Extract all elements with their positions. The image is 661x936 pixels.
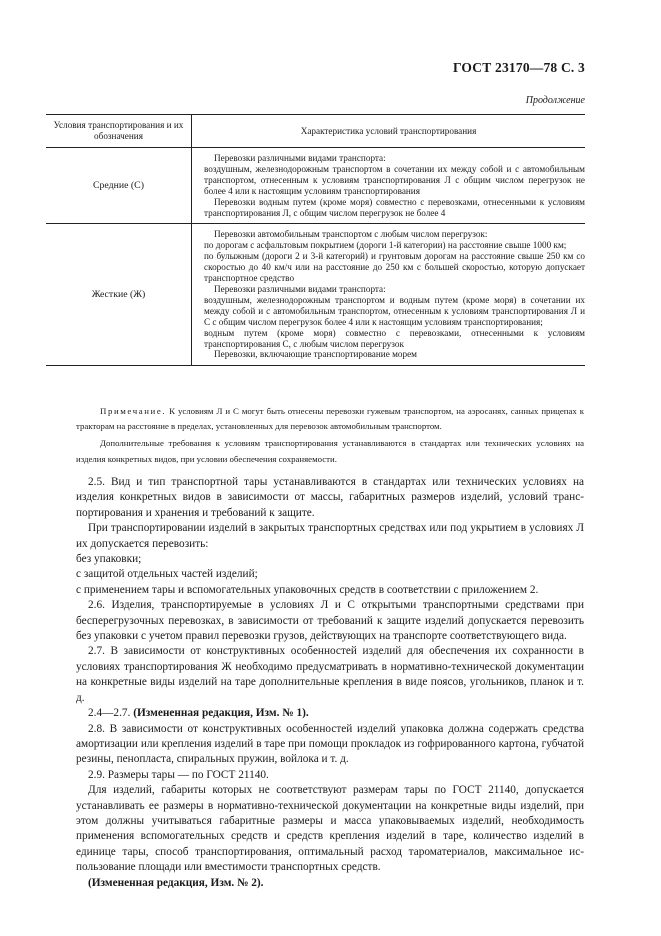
paragraph-2-8: 2.8. В зависимости от конструктивных особенностей изделий упаковка должна содержать средства амортизации или крепления изделий в таре при помощи прокладок из гофрированного картона, губчатой резины, пенопласта, спиральных пружин, войлока и т. д. — [76, 722, 584, 766]
paragraph-2-9: 2.9. Размеры тары — по ГОСТ 21140. — [88, 768, 269, 781]
note-2: Дополнительные требования к условиям транспортирования устанавливаются в стандартах или технических условиях на изделия конкретных видов, при условии обеспечения сохраняемости. — [76, 438, 584, 464]
table-line: Перевозки водным путем (кроме моря) совместно с перевозками, отнесенными к условиям транспортирования Л, с общим числом перегрузок не более 4 — [204, 196, 585, 218]
list-item: с защитой отдельных частей изделий; — [76, 568, 258, 581]
table-row — [46, 148, 585, 224]
paragraph-2-5: 2.5. Вид и тип транспортной тары устанавливаются в стандартах или технических условиях на изделия конкретных видов в зависимости от массы, габаритных размеров изделий, условий транспортирования и хранения и требований к защите. — [76, 476, 584, 519]
table-header-row — [46, 115, 585, 148]
standard-code-header: ГОСТ 23170—78 С. 3 — [452, 60, 585, 75]
table-line: по булыжным (дороги 2 и 3-й категорий) и грунтовым дорогам на расстояние свыше 250 км со скоростью до 40 км/ч или на расстояние до 250 км с большей скоростью, которую допускает транспортное средство — [204, 251, 585, 284]
table-row — [46, 224, 585, 366]
amendment-note-1: 2.4—2.7. (Измененная редакция, Изм. № 1). — [88, 707, 309, 720]
condition-description-severe — [192, 224, 586, 366]
list-item: с применением тары и вспомогательных упаковочных средств в соответствии с приложением 2. — [76, 583, 539, 596]
table-line: воздушным, железнодорожным транспортом в сочетании их между собой и с автомобильным транспортом, отнесенным к условиям транспортирования Л с общим числом перегрузок не более 4 или к настоящим условиям транспортирования — [204, 163, 585, 196]
list-item: без упаковки; — [76, 553, 142, 566]
condition-label-medium: Средние (С) — [93, 179, 144, 191]
table-notes — [76, 404, 584, 467]
header-characteristics: Характеристика условий транспортирования — [192, 115, 586, 148]
table-line: воздушным, железнодорожным транспортом и водным путем (кроме моря) в сочетании их между собой и с автомобильным транспортом, отнесенным к условиям транспортирования Л и С с общим числом перегрузок более 4 или к настоящим условиям транспортирования; — [204, 294, 585, 327]
paragraph-dimensions: Для изделий, габариты которых не соответствуют размерам тары по ГОСТ 21140, допускается устанавливать ее размеры в нормативно-технической документации на конкретные виды изделий, при этом должны учитываться габаритные размеры и масса упаковываемых изделий, необходимость применения вспомогательных средств и средств крепления изделий в таре, количество изделий в единице тары, способ транспортирования, оптимальный расход тароматериалов, максимальное использование площади или вместимости транспортных средств. — [76, 784, 584, 874]
table-line: Перевозки, включающие транспортирование морем — [214, 349, 417, 360]
paragraph-closed-transport: При транспортировании изделий в закрытых транспортных средствах или под укрытием в условиях Л их допускается перевозить: — [76, 522, 584, 550]
header-conditions: Условия транспортирования и их обозначения — [46, 115, 192, 148]
paragraph-2-7: 2.7. В зависимости от конструктивных особенностей изделий для обеспечения их сохранности в условиях транспортирования Ж необходимо предусматривать в нормативно-технической документации на конкретные виды изделий на таре дополнительные крепления в виде поясов, угольников, планок и т. д. — [76, 645, 584, 704]
table-line: Перевозки автомобильным транспортом с любым числом перегрузок: — [214, 229, 488, 240]
transport-conditions-table — [46, 114, 585, 366]
table-line: по дорогам с асфальтовым покрытием (дороги 1-й категории) на расстояние свыше 1000 км; — [204, 240, 567, 251]
table-line: Перевозки различными видами транспорта: — [214, 153, 386, 163]
continued-label: Продолжение — [525, 95, 585, 106]
note-label: Примечание. — [100, 406, 167, 416]
paragraph-2-6: 2.6. Изделия, транспортируемые в условиях Л и С открытыми транспортными средствами при бесперегрузочных перевозках, в зависимости от требований к защите изделий допускается перевозить без упаковки с учетом правил перевозки грузов, действующих на транспорте соответствующего вида. — [76, 599, 584, 643]
note-1: Примечание. К условиям Л и С могут быть отнесены перевозки гужевым транспортом, на аэросанях, санных прицепах к тракторам на расстояние в пределах, установленных для перевозок автомобильным транспортом. — [76, 406, 584, 432]
table-line: водным путем (кроме моря) совместно с перевозками, отнесенными к условиям транспортирования С, с любым числом перегрузок — [204, 327, 585, 349]
condition-description-medium — [192, 148, 586, 224]
table-line: Перевозки различными видами транспорта: — [214, 283, 386, 294]
condition-label-severe: Жесткие (Ж) — [91, 288, 146, 300]
main-text — [76, 475, 584, 891]
amendment-note-2: (Измененная редакция, Изм. № 2). — [88, 876, 264, 889]
